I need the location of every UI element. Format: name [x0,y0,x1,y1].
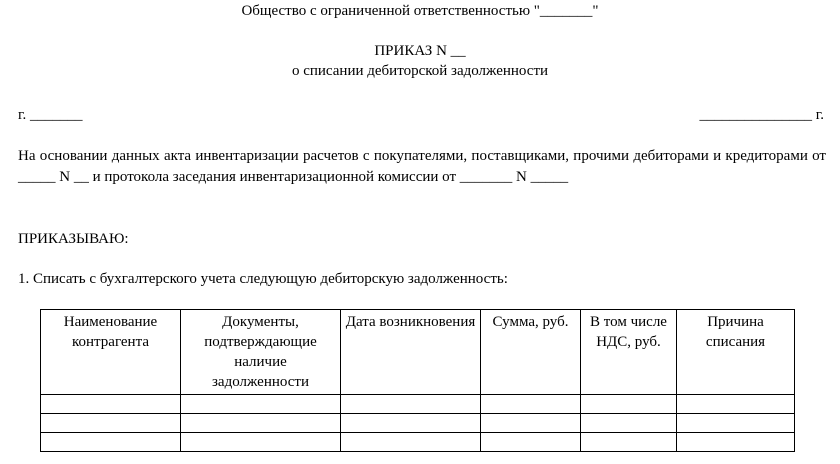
basis-paragraph: На основании данных акта инвентаризации расчетов с покупателями, поставщиками, прочими дебиторами и кредиторами от _____ N __ и протокола заседания инвентаризационной комиссии от _______ N _____ [18,148,826,185]
debt-table [40,309,795,452]
header-reason: Причина списания [677,310,795,395]
table-header-row [41,310,795,395]
header-documents: Документы, подтверждающие наличие задолженности [181,310,341,395]
header-counterparty: Наименование контрагента [41,310,181,395]
city-field: г. _______ [18,107,83,123]
table-row [41,414,795,433]
table-row [41,395,795,414]
header-vat: В том числе НДС, руб. [581,310,677,395]
organization-line: Общество с ограниченной ответственностью "_______" [241,3,599,19]
table-row [41,433,795,452]
date-field: _______________ г. [699,107,824,123]
order-word: ПРИКАЗЫВАЮ: [18,231,129,247]
header-amount: Сумма, руб. [481,310,581,395]
item-1-text: 1. Списать с бухгалтерского учета следующую дебиторскую задолженность: [18,271,508,287]
order-subtitle: о списании дебиторской задолженности [291,63,549,79]
order-title: ПРИКАЗ N __ [374,43,466,59]
header-date: Дата возникновения [341,310,481,395]
